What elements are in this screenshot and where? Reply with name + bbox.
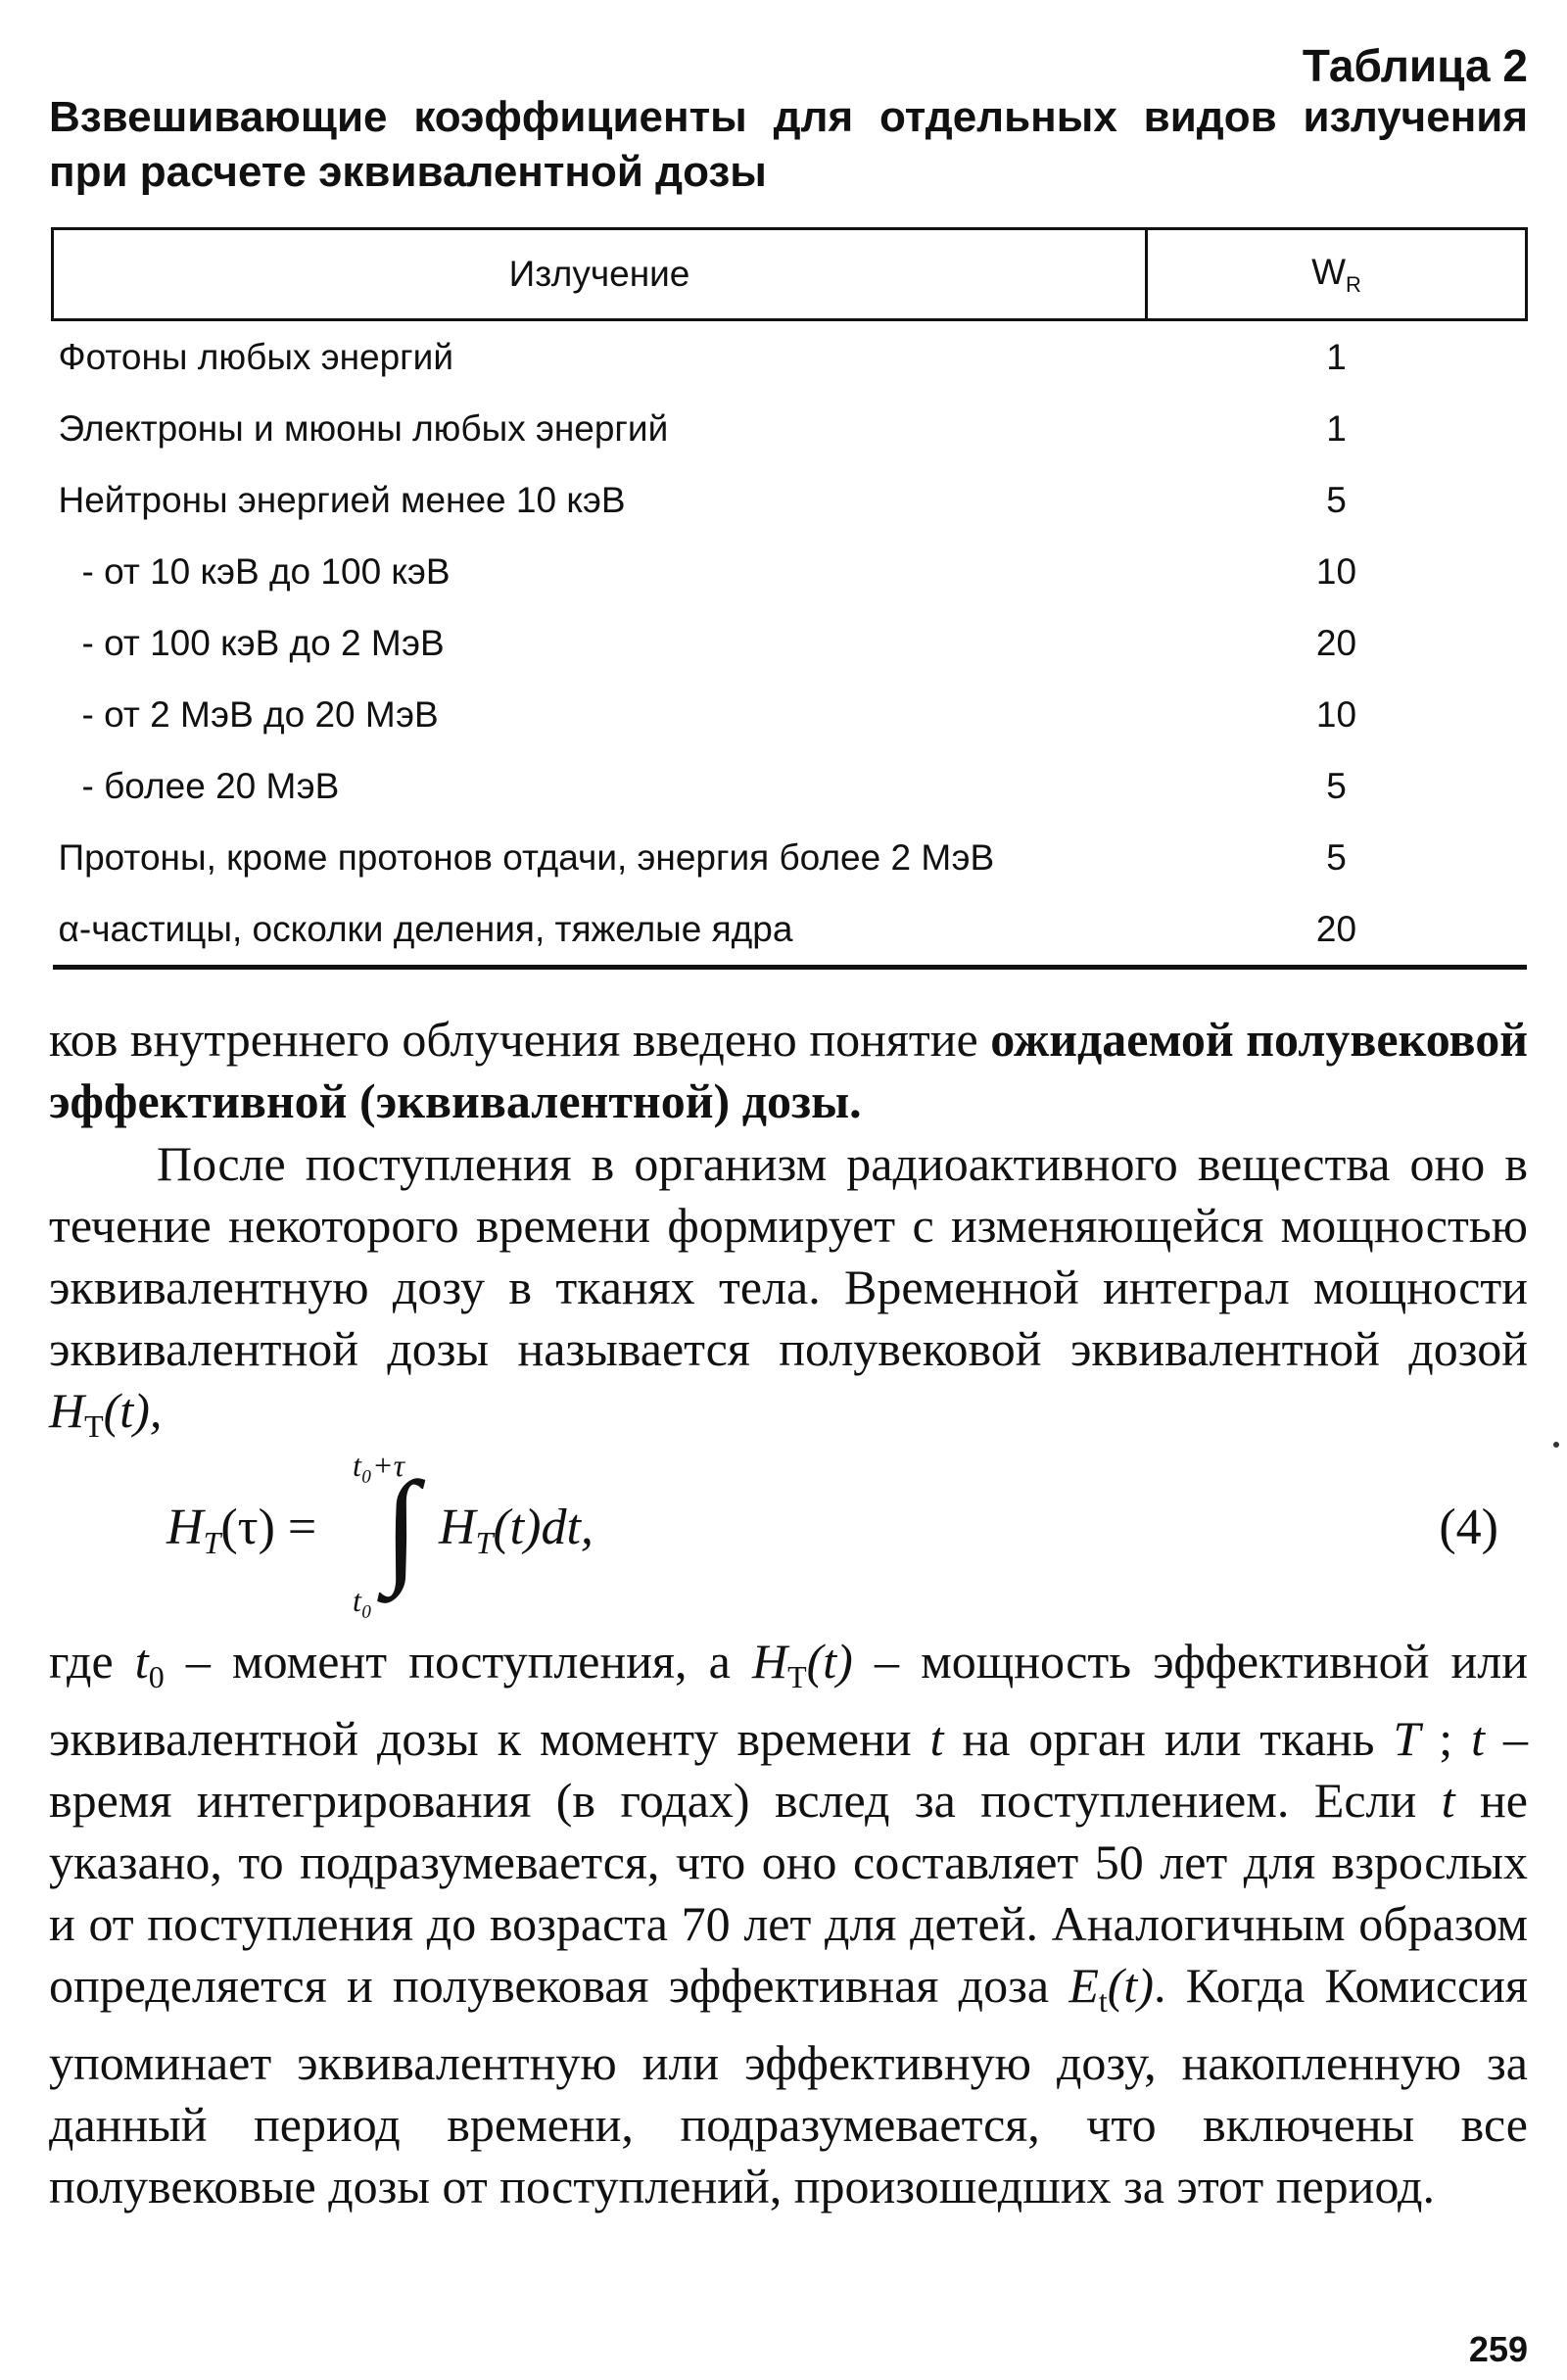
math-subscript: t bbox=[1098, 1983, 1108, 2019]
integral-upper-limit: t₀+τ bbox=[353, 1448, 405, 1483]
row-label: α-частицы, осколки деления, тяжелые ядра bbox=[53, 893, 1147, 968]
formula-lhs-subscript: T bbox=[203, 1525, 221, 1560]
integrand-symbol: H bbox=[439, 1499, 476, 1555]
math-argument: (t) bbox=[1107, 1958, 1154, 2013]
math-symbol: t bbox=[1471, 1711, 1486, 1766]
table-row bbox=[53, 822, 1527, 893]
text-segment: – мощность эффективной или эквивалентной дозы к моменту времени bbox=[49, 1634, 1529, 1766]
paragraph-definition bbox=[49, 1133, 1528, 1457]
integral-lower-limit: t₀ bbox=[353, 1583, 373, 1618]
table-row bbox=[53, 679, 1527, 750]
text-segment: – время интегрирования (в годах) вслед за поступлением. Если bbox=[49, 1711, 1528, 1828]
integrand-subscript: T bbox=[475, 1525, 494, 1560]
table-label: Таблица 2 bbox=[1302, 40, 1528, 91]
paragraph-text: ков внутреннего облучения введено понятие bbox=[49, 1012, 991, 1067]
text-segment: . Когда Комиссия упоминает эквивалентную или эффективную дозу, накопленную за данный период времени, подразумевается, что включены все полувековые дозы от поступлений, произошедших за этот период. bbox=[49, 1958, 1528, 2213]
formula-lhs-symbol: H bbox=[166, 1499, 204, 1555]
math-symbol: E bbox=[1068, 1958, 1099, 2013]
table-header-row bbox=[53, 229, 1527, 320]
formula-lhs bbox=[166, 1499, 316, 1561]
row-value: 1 bbox=[1326, 336, 1347, 377]
math-subscript: T bbox=[787, 1659, 807, 1694]
math-symbol: t bbox=[134, 1634, 149, 1689]
equation-number: (4) bbox=[1439, 1499, 1498, 1555]
table-row bbox=[53, 464, 1527, 536]
table-row bbox=[53, 393, 1527, 464]
paragraph-text: После поступления в организм радиоактивного вещества оно в течение некоторого времени формирует с изменяющейся мощностью эквивалентную дозу в тканях тела. Временной интеграл мощности эквивалентной дозы называется полувековой эквивалентной дозой bbox=[49, 1136, 1528, 1376]
row-value: 5 bbox=[1326, 479, 1347, 520]
text-segment: где bbox=[49, 1634, 135, 1689]
table-row bbox=[53, 750, 1527, 822]
row-label: Протоны, кроме протонов отдачи, энергия более 2 МэВ bbox=[58, 836, 995, 878]
math-subscript: T bbox=[84, 1408, 104, 1444]
paragraph-committed-dose bbox=[49, 1009, 1528, 1132]
row-label: - от 2 МэВ до 20 МэВ bbox=[81, 693, 439, 735]
integral-sign: ∫ bbox=[384, 1456, 419, 1597]
math-symbol: H bbox=[49, 1383, 85, 1438]
table-row bbox=[53, 893, 1527, 968]
row-value: 5 bbox=[1326, 765, 1347, 806]
math-symbol: t bbox=[929, 1711, 944, 1766]
text-segment: на орган или ткань bbox=[943, 1711, 1394, 1766]
row-value: 1 bbox=[1326, 407, 1347, 449]
math-argument: (t), bbox=[103, 1383, 163, 1438]
text-segment: ; bbox=[1420, 1711, 1472, 1766]
math-symbol: T bbox=[1393, 1711, 1421, 1766]
equation-4 bbox=[166, 1448, 1528, 1624]
row-value: 10 bbox=[1315, 693, 1357, 735]
row-label: - от 10 кэВ до 100 кэВ bbox=[81, 550, 451, 592]
row-label: Электроны и мюоны любых энергий bbox=[58, 407, 669, 449]
header-radiation: Излучение bbox=[53, 229, 1147, 320]
weighting-factors-table bbox=[51, 227, 1528, 970]
text-segment: не указано, то подразумевается, что оно составляет 50 лет для взрослых и от поступления до возраста 70 лет для детей. Аналогичным образом определяется и полувековая эффективная доза bbox=[49, 1773, 1528, 2013]
table-row bbox=[53, 607, 1527, 679]
math-argument: (t) bbox=[806, 1634, 853, 1689]
row-value: 20 bbox=[1315, 622, 1357, 663]
math-subscript: 0 bbox=[148, 1659, 165, 1694]
row-label: - от 100 кэВ до 2 МэВ bbox=[81, 622, 445, 663]
math-symbol: H bbox=[751, 1634, 788, 1689]
table-caption: Взвешивающие коэффициенты для отдельных видов излучения при расчете эквивалентной дозы bbox=[49, 93, 1528, 196]
row-value: 20 bbox=[1147, 893, 1527, 968]
paragraph-explanation bbox=[49, 1631, 1528, 2217]
page-number: 259 bbox=[1468, 2329, 1528, 2369]
formula-integrand bbox=[439, 1499, 594, 1561]
integrand-argument: (t)dt, bbox=[493, 1499, 594, 1555]
header-wr-sub: R bbox=[1346, 271, 1361, 297]
formula-lhs-argument: (τ) = bbox=[220, 1499, 317, 1555]
text-segment: – момент поступления, а bbox=[164, 1634, 752, 1689]
table-row bbox=[53, 536, 1527, 607]
table-row bbox=[53, 320, 1527, 394]
scan-speck bbox=[1553, 1442, 1559, 1448]
row-value: 10 bbox=[1315, 550, 1357, 592]
bold-term: ожидаемой полувековой эффективной (эквивалентной) дозы. bbox=[49, 1012, 1529, 1128]
math-symbol: t bbox=[1441, 1773, 1455, 1828]
row-value: 5 bbox=[1326, 836, 1347, 878]
row-label: - более 20 МэВ bbox=[81, 765, 340, 806]
header-wr bbox=[1147, 229, 1527, 320]
row-label: Нейтроны энергией менее 10 кэВ bbox=[58, 479, 626, 520]
row-label: Фотоны любых энергий bbox=[58, 336, 454, 377]
header-wr-main: W bbox=[1311, 251, 1347, 292]
